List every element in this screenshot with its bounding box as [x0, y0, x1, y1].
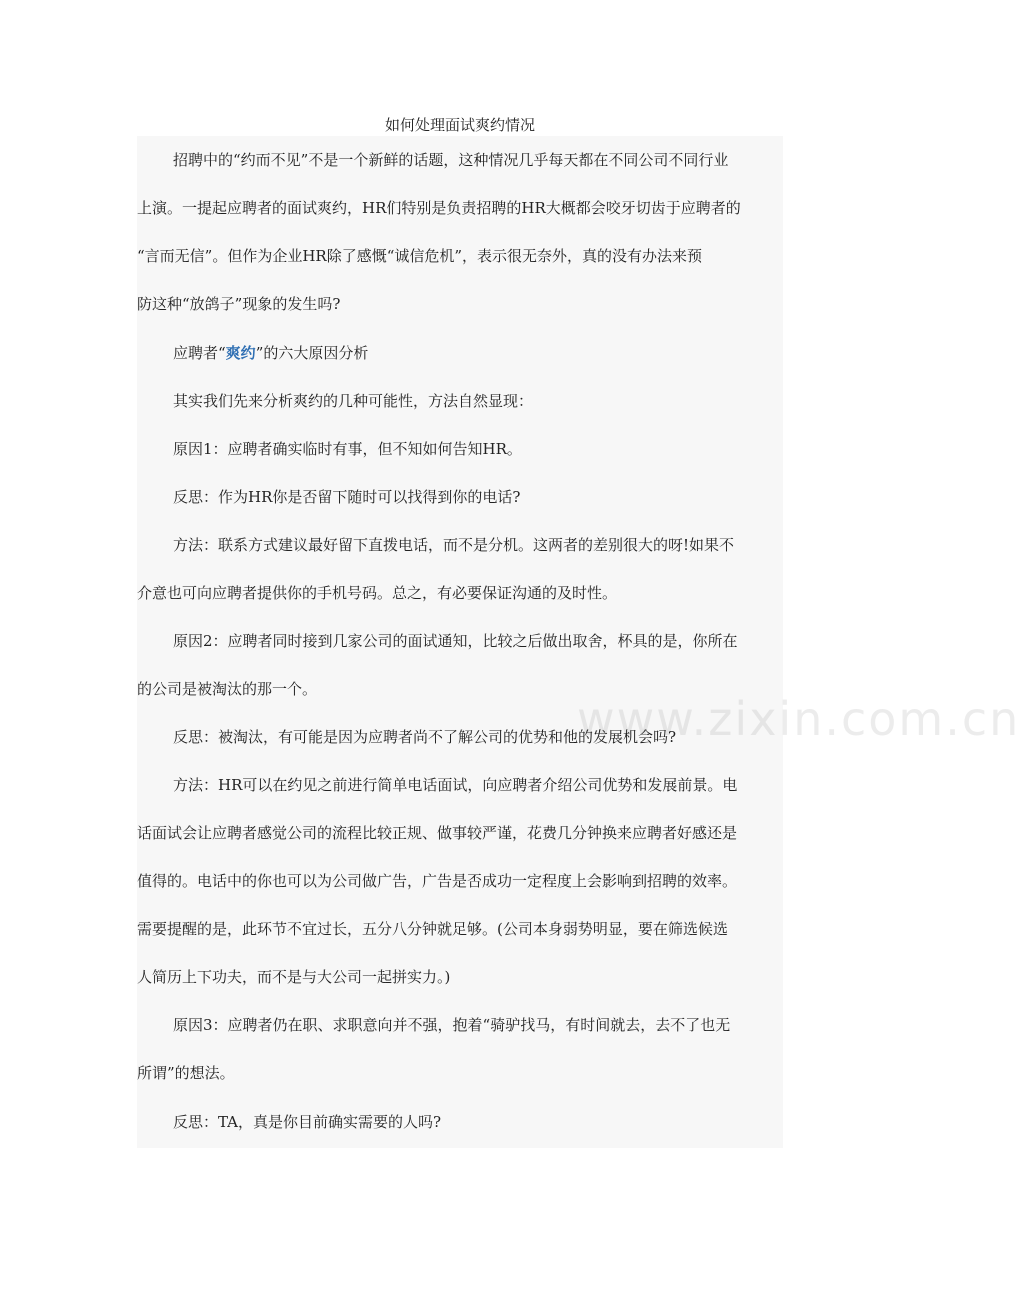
- paragraph-intro-line-3: “言而无信”。但作为企业HR除了感慨“诚信危机”，表示很无奈外，真的没有办法来预: [137, 247, 703, 265]
- reason-1: 原因1：应聘者确实临时有事，但不知如何告知HR。: [173, 440, 522, 458]
- paragraph-intro-line-2: 上演。一提起应聘者的面试爽约，HR们特别是负责招聘的HR大概都会咬牙切齿于应聘者的: [137, 199, 741, 217]
- keyword-link[interactable]: 爽约: [225, 344, 256, 362]
- reason-3-line-2: 所谓”的想法。: [137, 1064, 235, 1082]
- method-2-line-2: 话面试会让应聘者感觉公司的流程比较正规、做事较严谨，花费几分钟换来应聘者好感还是: [137, 824, 738, 842]
- watermark: www.zixin.com.cn: [577, 692, 1020, 746]
- section-heading: [137, 341, 783, 365]
- method-1-line-1: 方法：联系方式建议最好留下直拨电话，而不是分机。这两者的差别很大的呀!如果不: [173, 536, 735, 554]
- reason-2-line-1: 原因2：应聘者同时接到几家公司的面试通知，比较之后做出取舍，杯具的是，你所在: [173, 632, 738, 650]
- paragraph-intro-line-1: 招聘中的“约而不见”不是一个新鲜的话题，这种情况几乎每天都在不同公司不同行业: [173, 151, 729, 169]
- section-heading-suffix: ”的六大原因分析: [255, 344, 369, 362]
- method-2-line-4: 需要提醒的是，此环节不宜过长，五分八分钟就足够。(公司本身弱势明显，要在筛选候选: [137, 920, 728, 938]
- reflection-2: 反思：被淘汰，有可能是因为应聘者尚不了解公司的优势和他的发展机会吗?: [173, 728, 677, 746]
- paragraph-intro-line-4: 防这种“放鸽子”现象的发生吗?: [137, 295, 341, 313]
- paragraph-analysis-intro: 其实我们先来分析爽约的几种可能性，方法自然显现：: [173, 392, 534, 410]
- method-2-line-1: 方法：HR可以在约见之前进行简单电话面试，向应聘者介绍公司优势和发展前景。电: [173, 776, 738, 794]
- method-1-line-2: 介意也可向应聘者提供你的手机号码。总之，有必要保证沟通的及时性。: [137, 584, 618, 602]
- method-2-line-5: 人简历上下功夫，而不是与大公司一起拼实力。): [137, 968, 451, 986]
- method-2-line-3: 值得的。电话中的你也可以为公司做广告，广告是否成功一定程度上会影响到招聘的效率。: [137, 872, 738, 890]
- reflection-1: 反思：作为HR你是否留下随时可以找得到你的电话?: [173, 488, 521, 506]
- section-heading-prefix: 应聘者“: [173, 344, 226, 362]
- reason-3-line-1: 原因3：应聘者仍在职、求职意向并不强，抱着“骑驴找马，有时间就去，去不了也无: [173, 1016, 731, 1034]
- reflection-3: 反思：TA，真是你目前确实需要的人吗?: [173, 1113, 442, 1131]
- document-title: 如何处理面试爽约情况: [384, 116, 535, 134]
- reason-2-line-2: 的公司是被淘汰的那一个。: [137, 680, 318, 698]
- document-body: [137, 136, 1020, 1148]
